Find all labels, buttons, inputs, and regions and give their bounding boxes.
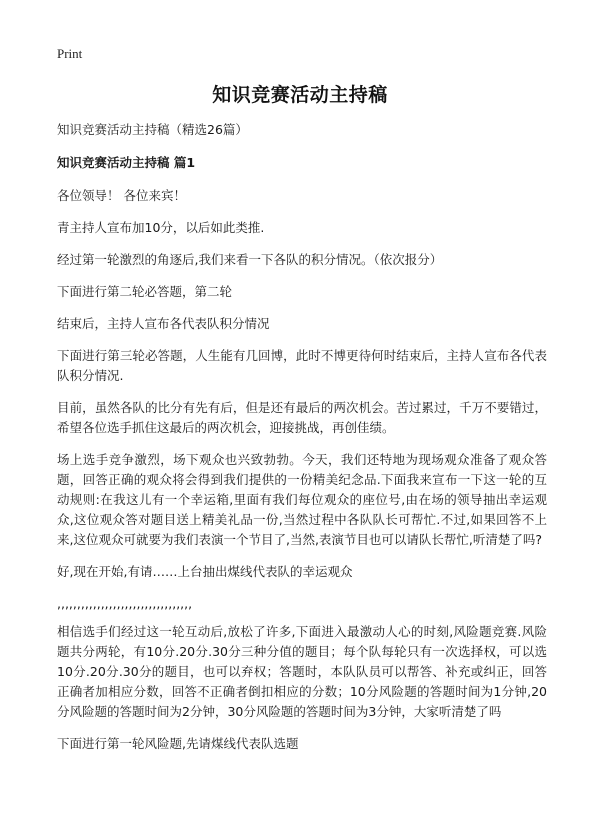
paragraph: 下面进行第二轮必答题，第二轮 xyxy=(57,284,233,299)
paragraph: 目前，虽然各队的比分有先有后，但是还有最后的两次机会。苦过累过，千万不要错过，希望各位选手抓住这最后的两次机会，迎接挑战，再创佳绩。 xyxy=(57,400,547,435)
paragraph: 好,现在开始,有请……上台抽出煤线代表队的幸运观众 xyxy=(57,564,353,579)
section-heading: 知识竞赛活动主持稿 篇1 xyxy=(57,155,196,170)
print-link[interactable]: Print xyxy=(57,46,83,61)
paragraph: 各位领导！ 各位来宾！ xyxy=(57,188,186,203)
paragraph: 下面进行第三轮必答题，人生能有几回博，此时不博更待何时结束后，主持人宣布各代表队积分情况. xyxy=(57,348,547,383)
document-subtitle: 知识竞赛活动主持稿（精选26篇） xyxy=(57,122,248,137)
document-body xyxy=(57,120,547,766)
page-title: 知识竞赛活动主持稿 xyxy=(212,84,388,106)
paragraph: 经过第一轮激烈的角逐后,我们来看一下各队的积分情况。（依次报分） xyxy=(57,252,443,267)
paragraph: 场上选手竞争激烈，场下观众也兴致勃勃。今天，我们还特地为现场观众准备了观众答题，回答正确的观众将会得到我们提供的一份精美纪念品.下面我来宣布一下这一轮的互动规则:在我这儿有一个幸运箱,里面有我们每位观众的座位号,由在场的领导抽出幸运观众,这位观众答对题目送上精美礼品一份,当然过程中各队队长可帮忙.不过,如果回答不上来,这位观众可就要为我们表演一个节目了,当然,表演节目也可以请队长帮忙,听清楚了吗? xyxy=(57,452,547,547)
separator-dots: ,,,,,,,,,,,,,,,,,,,,,,,,,,,,,,,,,, xyxy=(57,596,193,611)
paragraph: 结束后，主持人宣布各代表队积分情况 xyxy=(57,316,270,331)
paragraph: 相信选手们经过这一轮互动后,放松了许多,下面进入最激动人心的时刻,风险题竞赛.风险题共分两轮，有10分.20分.30分三种分值的题目；每个队每轮只有一次选择权，可以选10分.20分.30分的题目，也可以弃权；答题时，本队队员可以帮答、补充或纠正，回答正确者加相应分数，回答不正确者倒扣相应的分数；10分风险题的答题时间为1分钟,20分风险题的答题时间为2分钟，30分风险题的答题时间为3分钟，大家听清楚了吗 xyxy=(57,624,547,719)
paragraph: 下面进行第一轮风险题,先请煤线代表队选题 xyxy=(57,736,299,751)
paragraph: 青主持人宣布加10分，以后如此类推. xyxy=(57,220,265,235)
